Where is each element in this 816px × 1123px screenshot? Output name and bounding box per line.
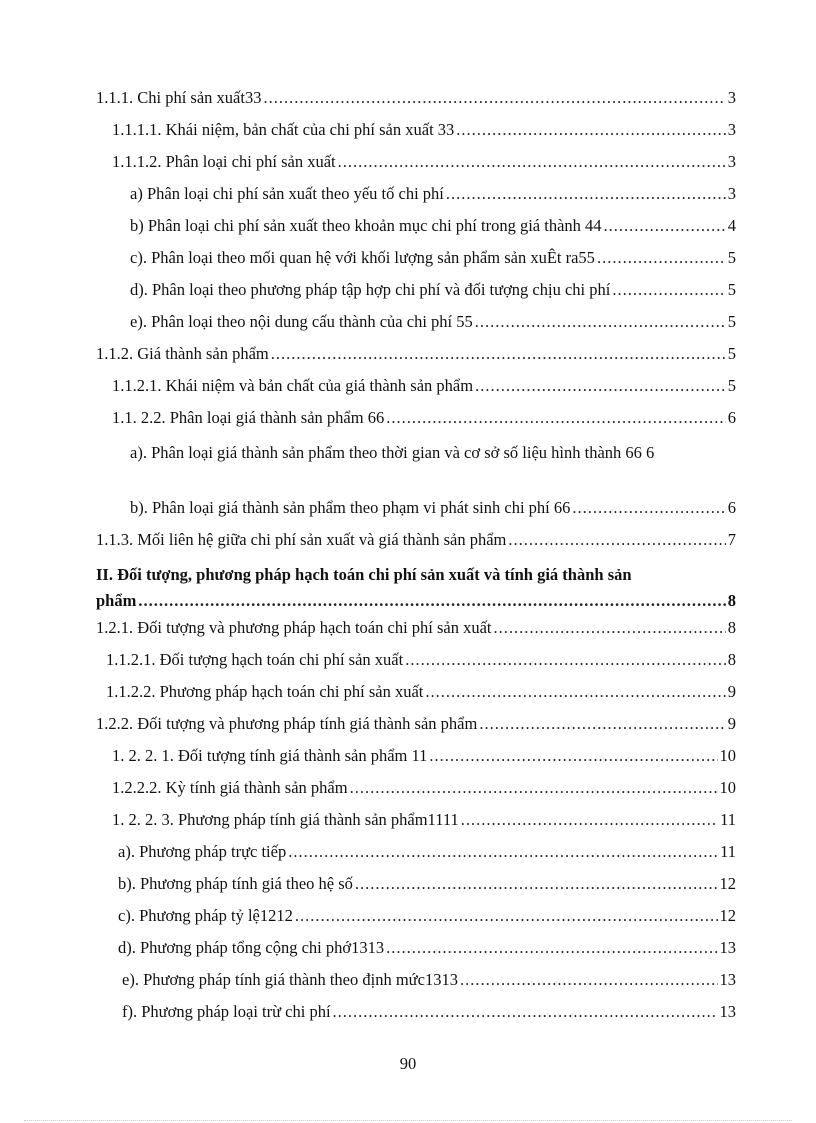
toc-entry-page: 3	[727, 88, 736, 107]
toc-entry-page: 11	[720, 842, 736, 861]
toc-entry-page: 5	[727, 344, 736, 363]
leader-dots	[295, 906, 718, 926]
toc-entry-label: f). Phương pháp loại trừ chi phí	[122, 1002, 331, 1021]
toc-entry-label: b). Phân loại giá thành sản phẩm theo phạm vi phát sinh chi phí 66	[130, 498, 571, 517]
toc-entry-page: 4	[727, 216, 736, 235]
toc-entry[interactable]	[96, 496, 736, 528]
toc-entry[interactable]	[96, 776, 736, 808]
toc-entry-label: d). Phương pháp tổng cộng chi phớ1313	[118, 938, 385, 957]
toc-entry-page: 8	[727, 618, 736, 637]
toc-entry-page: 13	[719, 1002, 736, 1021]
leader-dots	[386, 938, 717, 958]
toc-entry-page: 11	[720, 810, 736, 829]
toc-entry-label-cont: phẩm	[96, 591, 137, 610]
toc-entry[interactable]	[96, 246, 736, 278]
toc-entry-label: 1.1.1.2. Phân loại chi phí sản xuất	[112, 152, 336, 171]
toc-entry[interactable]	[96, 712, 736, 744]
leader-dots	[425, 682, 725, 702]
toc-entry[interactable]	[96, 278, 736, 310]
toc-entry-page: 13	[719, 970, 736, 989]
toc-entry-label: 1.1.2.2. Phương pháp hạch toán chi phí sản xuất	[106, 682, 424, 701]
toc-entry-label: a). Phân loại giá thành sản phẩm theo thời gian và cơ sở số liệu hình thành 66 6	[130, 443, 655, 462]
toc-entry[interactable]	[96, 744, 736, 776]
table-of-contents	[96, 86, 736, 1032]
toc-entry-label: e). Phương pháp tính giá thành theo định mức1313	[122, 970, 458, 989]
toc-entry[interactable]	[96, 616, 736, 648]
toc-entry[interactable]	[96, 342, 736, 374]
leader-dots	[612, 280, 725, 300]
leader-dots	[355, 874, 718, 894]
toc-entry-label: 1.1.3. Mối liên hệ giữa chi phí sản xuất và giá thành sản phẩm	[96, 530, 507, 549]
toc-entry-page: 12	[719, 906, 736, 925]
toc-entry[interactable]	[96, 214, 736, 246]
toc-entry-label: 1.1.1.1. Khái niệm, bản chất của chi phí sản xuất 33	[112, 120, 455, 139]
leader-dots	[475, 312, 726, 332]
toc-entry-page: 8	[727, 650, 736, 669]
toc-entry-page: 5	[727, 248, 736, 267]
leader-dots	[572, 498, 725, 518]
leader-dots	[271, 344, 726, 364]
leader-dots	[263, 88, 725, 108]
toc-entry[interactable]	[96, 808, 736, 840]
toc-entry[interactable]	[96, 872, 736, 904]
leader-dots	[405, 650, 726, 670]
toc-entry-label: 1.1.1. Chi phí sản xuất33	[96, 88, 262, 107]
toc-entry-page: 9	[727, 714, 736, 733]
toc-entry[interactable]	[96, 406, 736, 438]
toc-entry-page: 6	[727, 408, 736, 427]
toc-entry-page: 9	[727, 682, 736, 701]
leader-dots	[338, 152, 726, 172]
toc-entry[interactable]	[96, 648, 736, 680]
toc-entry-label: a). Phương pháp trực tiếp	[118, 842, 287, 861]
toc-entry[interactable]	[96, 680, 736, 712]
leader-dots	[386, 408, 726, 428]
toc-entry[interactable]	[96, 528, 736, 560]
leader-dots	[604, 216, 726, 236]
leader-dots	[429, 746, 717, 766]
toc-entry-label: 1.1.2.1. Đối tượng hạch toán chi phí sản xuất	[106, 650, 404, 669]
bottom-divider	[24, 1120, 792, 1121]
toc-entry-page: 13	[719, 938, 736, 957]
toc-entry-label: b) Phân loại chi phí sản xuất theo khoản mục chi phí trong giá thành 44	[130, 216, 602, 235]
toc-entry[interactable]	[96, 118, 736, 150]
toc-entry-page: 5	[727, 376, 736, 395]
toc-entry-page: 12	[719, 874, 736, 893]
toc-entry-label: 1. 2. 2. 3. Phương pháp tính giá thành sản phẩm1111	[112, 810, 459, 829]
leader-dots	[508, 530, 725, 550]
toc-entry[interactable]	[96, 182, 736, 214]
toc-entry-label: 1.2.2. Đối tượng và phương pháp tính giá thành sản phẩm	[96, 714, 478, 733]
leader-dots	[333, 1002, 718, 1022]
toc-entry-label: c). Phương pháp tỷ lệ1212	[118, 906, 293, 925]
toc-entry-page: 3	[727, 120, 736, 139]
leader-dots	[288, 842, 718, 862]
leader-dots	[479, 714, 725, 734]
toc-entry[interactable]	[96, 968, 736, 1000]
toc-entry-label: 1. 2. 2. 1. Đối tượng tính giá thành sản phẩm 11	[112, 746, 428, 765]
toc-entry-line2	[96, 588, 736, 614]
toc-entry[interactable]	[96, 1000, 736, 1032]
toc-entry-page: 10	[719, 746, 736, 765]
leader-dots	[597, 248, 726, 268]
toc-entry-page: 7	[727, 530, 736, 549]
page-number: 90	[399, 1054, 417, 1073]
toc-entry-label: 1.2.2.2. Kỳ tính giá thành sản phẩm	[112, 778, 348, 797]
leader-dots	[138, 588, 725, 614]
leader-dots	[461, 810, 718, 830]
toc-entry[interactable]	[96, 904, 736, 936]
toc-entry-label: II. Đối tượng, phương pháp hạch toán chi phí sản xuất và tính giá thành sản	[96, 565, 632, 584]
leader-dots	[446, 184, 726, 204]
toc-entry-label: c). Phân loại theo mối quan hệ với khối lượng sản phẩm sản xuÊt ra55	[130, 248, 595, 267]
leader-dots	[475, 376, 726, 396]
toc-section-heading[interactable]	[96, 560, 736, 616]
toc-entry[interactable]	[96, 840, 736, 872]
toc-entry-page: 5	[727, 280, 736, 299]
toc-entry-page: 3	[727, 152, 736, 171]
toc-entry[interactable]	[96, 310, 736, 342]
toc-entry[interactable]	[96, 438, 736, 496]
toc-entry[interactable]	[96, 150, 736, 182]
toc-entry-label: b). Phương pháp tính giá theo hệ số	[118, 874, 353, 893]
toc-entry-page: 10	[719, 778, 736, 797]
toc-entry-label: a) Phân loại chi phí sản xuất theo yếu tố chi phí	[130, 184, 444, 203]
toc-entry-label: 1.2.1. Đối tượng và phương pháp hạch toán chi phí sản xuất	[96, 618, 492, 637]
toc-entry-page: 6	[727, 498, 736, 517]
toc-entry-label: 1.1.2.1. Khái niệm và bản chất của giá thành sản phẩm	[112, 376, 474, 395]
leader-dots	[494, 618, 726, 638]
toc-entry-page: 5	[727, 312, 736, 331]
toc-entry-page: 3	[727, 184, 736, 203]
leader-dots	[460, 970, 718, 990]
toc-entry-label: 1.1. 2.2. Phân loại giá thành sản phẩm 66	[112, 408, 385, 427]
toc-entry-label: e). Phân loại theo nội dung cấu thành của chi phí 55	[130, 312, 473, 331]
toc-entry-label: d). Phân loại theo phương pháp tập hợp chi phí và đối tượng chịu chi phí	[130, 280, 611, 299]
toc-entry-page: 8	[727, 591, 736, 610]
toc-entry[interactable]	[96, 374, 736, 406]
leader-dots	[350, 778, 718, 798]
toc-entry-label: 1.1.2. Giá thành sản phẩm	[96, 344, 269, 363]
toc-entry[interactable]	[96, 936, 736, 968]
toc-entry[interactable]	[96, 86, 736, 118]
leader-dots	[456, 120, 725, 140]
